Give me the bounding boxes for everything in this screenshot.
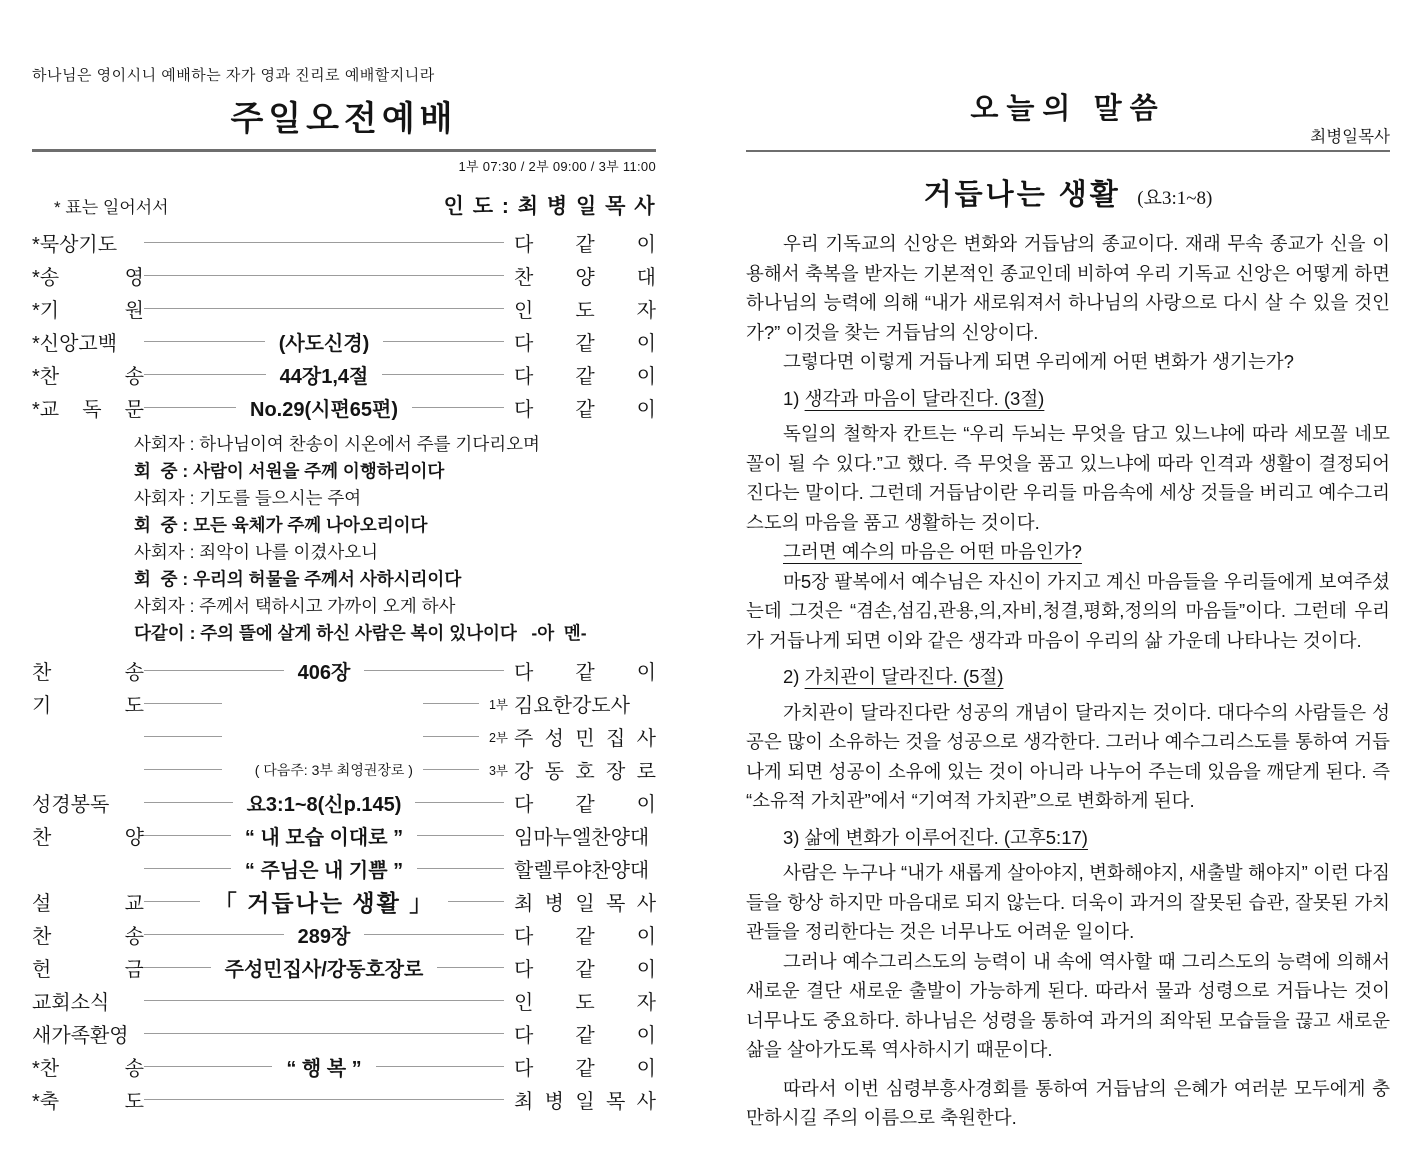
item-label: *교 독 문 xyxy=(32,399,144,421)
responsive-reading-line: 회 중 : 우리의 허물을 주께서 사하시리이다 xyxy=(134,569,462,589)
leader-line xyxy=(144,1000,324,1001)
part-prefix: 2부 xyxy=(488,730,508,745)
item-detail: 289장 xyxy=(297,926,351,948)
item-label: 기 도 xyxy=(32,695,144,717)
leader-line xyxy=(144,802,233,803)
section-heading xyxy=(746,823,1390,853)
worship-order-row xyxy=(32,1050,656,1083)
sermon-paragraph: 우리 기독교의 신앙은 변화와 거듭남의 종교이다. 재래 무속 종교가 신을 이용해서 축복을 받자는 기본적인 종교인데 비하여 우리 기독교 신앙은 어떻게 하면 하나님의 능력에 의해 “내가 새로워져서 하나님의 사랑으로 다시 살 수 있을 것인가?” 이것을 찾는 거듭남의 신앙이다. xyxy=(746,233,1390,343)
responsive-reading-line: 회 중 : 사람이 서원을 주께 이행하리이다 xyxy=(134,461,445,481)
item-performer: 찬 양 대 xyxy=(514,267,656,289)
leader-line xyxy=(144,670,284,671)
item-performer: 다 같 이 xyxy=(514,333,657,355)
service-title: 주일오전예배 xyxy=(230,101,458,138)
item-performer: 최 병 일 목 사 xyxy=(514,893,657,915)
item-label: 찬 양 xyxy=(32,827,144,849)
item-performer: 다 같 이 xyxy=(514,1025,656,1047)
service-leader: 인 도 : 최 병 일 목 사 xyxy=(443,195,656,218)
sermon-title-inline: 「 거듭나는 생활 」 xyxy=(213,890,435,916)
worship-order-row xyxy=(32,1017,656,1050)
leader-line xyxy=(364,670,504,671)
order-header-row xyxy=(32,190,656,220)
part-prefix: 1부 xyxy=(488,697,508,712)
sermon-column xyxy=(746,86,1390,1133)
item-detail: No.29(시편65편) xyxy=(250,399,398,421)
worship-order-row xyxy=(32,720,656,753)
item-performer: 강 동 호 장 로 xyxy=(514,761,656,783)
item-performer: 다 같 이 xyxy=(514,959,657,981)
sermon-section-title: 오늘의 말씀 xyxy=(970,93,1166,125)
worship-order-row xyxy=(32,852,656,885)
leader-line xyxy=(144,736,222,737)
item-performer: 주 성 민 집 사 xyxy=(514,728,656,750)
responsive-reading-line: 다같이 : 주의 뜰에 살게 하신 사람은 복이 있나이다 -아 멘- xyxy=(134,623,587,643)
worship-order-row xyxy=(32,984,656,1017)
leader-line xyxy=(144,769,222,770)
worship-order-column xyxy=(32,64,656,1116)
responsive-reading-line: 사회자 : 주께서 택하시고 가까이 오게 하사 xyxy=(134,596,456,616)
leader-line xyxy=(417,868,504,869)
leader-line xyxy=(324,275,504,276)
worship-order-row xyxy=(32,226,656,259)
leader-line xyxy=(376,1066,504,1067)
leader-line xyxy=(144,374,266,375)
responsive-reading xyxy=(134,431,656,647)
item-label: *신앙고백 xyxy=(32,333,118,355)
item-performer: 다 같 이 xyxy=(514,234,656,256)
worship-order-row xyxy=(32,259,656,292)
leader-line xyxy=(324,1033,504,1034)
leader-line xyxy=(412,407,504,408)
responsive-reading-line: 사회자 : 하나님이여 찬송이 시온에서 주를 기다리오며 xyxy=(134,434,540,454)
section-number: 3) xyxy=(783,826,800,848)
leader-line xyxy=(144,341,265,342)
item-detail: (사도신경) xyxy=(278,333,370,355)
worship-order-row xyxy=(32,358,656,391)
item-performer: 할렐루야찬양대 xyxy=(514,860,650,882)
item-label: 성경봉독 xyxy=(32,794,110,816)
sermon-paragraph: 마5장 팔복에서 예수님은 자신이 가지고 계신 마음들을 우리들에게 보여주셨는데 그것은 “겸손,섬김,관용,의,자비,청결,평화,정의의 마음들”이다. 그런데 우리가 거듭나게 되면 이와 같은 생각과 마음이 우리의 삶 가운데 나타나는 것이다. xyxy=(746,570,1390,651)
item-detail: 주성민집사/강동호장로 xyxy=(224,959,424,981)
leader-line xyxy=(144,703,222,704)
worship-order-row xyxy=(32,1083,656,1116)
leader-line xyxy=(364,934,504,935)
item-performer: 인 도 자 xyxy=(514,300,656,322)
worship-order-row xyxy=(32,687,656,720)
title-rule xyxy=(32,149,656,152)
worship-order-row xyxy=(32,654,656,687)
worship-order-row xyxy=(32,325,656,358)
worship-order-row xyxy=(32,786,656,819)
section-number: 2) xyxy=(783,666,800,687)
worship-order-row xyxy=(32,391,656,424)
sermon-heading xyxy=(746,172,1390,213)
part-prefix: 3부 xyxy=(488,763,508,778)
item-detail: “ 행 복 ” xyxy=(286,1058,362,1080)
sermon-body xyxy=(746,229,1390,1133)
worship-order-row-sermon xyxy=(32,885,656,918)
leader-line xyxy=(144,407,236,408)
item-performer: 임마누엘찬양대 xyxy=(514,827,650,849)
sermon-paragraph: 따라서 이번 심령부흥사경회를 통하여 거듭남의 은혜가 여러분 모두에게 충만하시길 주의 이름으로 축원한다. xyxy=(746,1077,1390,1128)
item-performer: 다 같 이 xyxy=(514,1058,656,1080)
leader-line xyxy=(437,967,504,968)
worship-order xyxy=(32,226,656,1116)
leader-line xyxy=(415,802,504,803)
worship-order-row xyxy=(32,753,656,786)
scripture-motto: 하나님은 영이시니 예배하는 자가 영과 진리로 예배할지니라 xyxy=(32,67,435,84)
worship-order-row xyxy=(32,951,656,984)
leader-line xyxy=(423,736,479,737)
leader-line xyxy=(144,1099,324,1100)
item-detail: 요3:1~8(신p.145) xyxy=(246,794,402,816)
item-performer: 인 도 자 xyxy=(514,992,656,1014)
leader-line xyxy=(324,1000,504,1001)
item-label: *찬 송 xyxy=(32,366,144,388)
item-detail: “ 내 모습 이대로 ” xyxy=(244,827,404,849)
item-performer: 다 같 이 xyxy=(514,399,656,421)
section-heading xyxy=(746,384,1390,414)
preacher-name: 최병일목사 xyxy=(1310,128,1390,146)
leader-line xyxy=(423,769,479,770)
item-detail: 44장1,4절 xyxy=(279,366,369,388)
leader-line xyxy=(144,242,324,243)
item-label: 새가족환영 xyxy=(32,1025,129,1047)
leader-line xyxy=(144,1066,272,1067)
item-detail: “ 주님은 내 기쁨 ” xyxy=(244,860,404,882)
leader-line xyxy=(144,901,200,902)
responsive-reading-line: 회 중 : 모든 육체가 주께 나아오리이다 xyxy=(134,515,428,535)
stand-note: * 표는 일어서서 xyxy=(54,198,169,217)
leader-line xyxy=(324,308,504,309)
sermon-paragraph-underlined xyxy=(746,537,1390,567)
section-number: 1) xyxy=(783,387,800,409)
section-heading-text: 생각과 마음이 달라진다. (3절) xyxy=(804,387,1045,409)
leader-line xyxy=(417,835,504,836)
sermon-paragraph: 그러나 예수그리스도의 능력이 내 속에 역사할 때 그리스도의 능력에 의해서 새로운 결단 새로운 출발이 가능하게 된다. 따라서 물과 성령으로 거듭나는 것이 너무나도 중요하다. 하나님은 성령을 통하여 과거의 죄악된 모습들을 끊고 새로운 삶을 살아가도록 역사하시기 때문이다. xyxy=(746,950,1390,1060)
item-label: 찬 송 xyxy=(32,926,144,948)
worship-order-row xyxy=(32,819,656,852)
leader-line xyxy=(423,703,479,704)
leader-line xyxy=(144,308,324,309)
leader-line xyxy=(382,374,504,375)
sermon-title: 거듭나는 생활 xyxy=(923,179,1121,211)
leader-line xyxy=(144,868,231,869)
sermon-paragraph: 독일의 철학자 칸트는 “우리 두뇌는 무엇을 담고 있느냐에 따라 세모꼴 네모꼴이 될 수 있다.”고 했다. 즉 무엇을 품고 있느냐에 따라 인격과 생활이 결정되어 진다는 말이다. 그런데 거듭남이란 우리들 마음속에 세상 것들을 버리고 예수그리스도의 마음을 품고 생활하는 것이다. xyxy=(746,423,1390,533)
next-week-note: ( 다음주: 3부 최영권장로 ) xyxy=(254,761,413,778)
item-performer: 김요한강도사 xyxy=(514,695,630,717)
leader-line xyxy=(144,1033,324,1034)
item-performer: 다 같 이 xyxy=(514,926,657,948)
sermon-paragraph: 사람은 누구나 “내가 새롭게 살아야지, 변화해야지, 새출발 해야지” 이런 다짐들을 항상 하지만 마음대로 되지 않는다. 더욱이 과거의 잘못된 습관, 잘못된 가치관들을 정리한다는 것은 너무나도 어려운 일이다. xyxy=(746,862,1390,942)
worship-order-row xyxy=(32,292,656,325)
item-label: 찬 송 xyxy=(32,662,144,684)
leader-line xyxy=(324,1099,504,1100)
leader-line xyxy=(324,242,504,243)
section-rule xyxy=(746,150,1390,152)
item-performer: 다 같 이 xyxy=(514,794,656,816)
item-label: 설 교 xyxy=(32,893,144,915)
item-performer: 다 같 이 xyxy=(514,366,657,388)
leader-line xyxy=(448,901,504,902)
leader-line xyxy=(144,967,211,968)
section-heading-text: 삶에 변화가 이루어진다. (고후5:17) xyxy=(804,826,1088,848)
item-label: 교회소식 xyxy=(32,992,110,1014)
leader-line xyxy=(144,934,284,935)
worship-order-row xyxy=(32,918,656,951)
section-heading xyxy=(746,662,1390,692)
item-label: *찬 송 xyxy=(32,1058,144,1080)
item-label: *기 원 xyxy=(32,300,144,322)
sermon-paragraph: 그렇다면 이렇게 거듭나게 되면 우리에게 어떤 변화가 생기는가? xyxy=(783,351,1294,372)
item-detail: 406장 xyxy=(297,662,351,684)
item-label: *축 도 xyxy=(32,1091,144,1113)
leader-line xyxy=(144,275,324,276)
responsive-reading-line: 사회자 : 기도를 들으시는 주여 xyxy=(134,488,362,508)
leader-line xyxy=(144,835,231,836)
leader-line xyxy=(383,341,504,342)
item-label: *묵상기도 xyxy=(32,234,118,256)
sermon-scripture-ref: (요3:1~8) xyxy=(1137,188,1213,209)
underlined-question: 그러면 예수의 마음은 어떤 마음인가? xyxy=(783,541,1082,562)
item-label: *송 영 xyxy=(32,267,144,289)
responsive-reading-line: 사회자 : 죄악이 나를 이겼사오니 xyxy=(134,542,379,562)
section-heading-text: 가치관이 달라진다. (5절) xyxy=(804,666,1004,687)
item-label: 헌 금 xyxy=(32,959,144,981)
service-times: 1부 07:30 / 2부 09:00 / 3부 11:00 xyxy=(458,159,656,174)
sermon-paragraph: 가치관이 달라진다란 성공의 개념이 달라지는 것이다. 대다수의 사람들은 성공은 많이 소유하는 것을 성공으로 생각한다. 그러나 예수그리스도를 통하여 거듭나게 되면 성공이 소유에 있는 것이 아니라 나누어 주는데 있음을 깨닫게 된다. 즉 “소유적 가치관”에서 “기여적 가치관”으로 변화하게 된다. xyxy=(746,701,1390,811)
item-performer: 다 같 이 xyxy=(514,662,657,684)
item-performer: 최 병 일 목 사 xyxy=(514,1091,656,1113)
